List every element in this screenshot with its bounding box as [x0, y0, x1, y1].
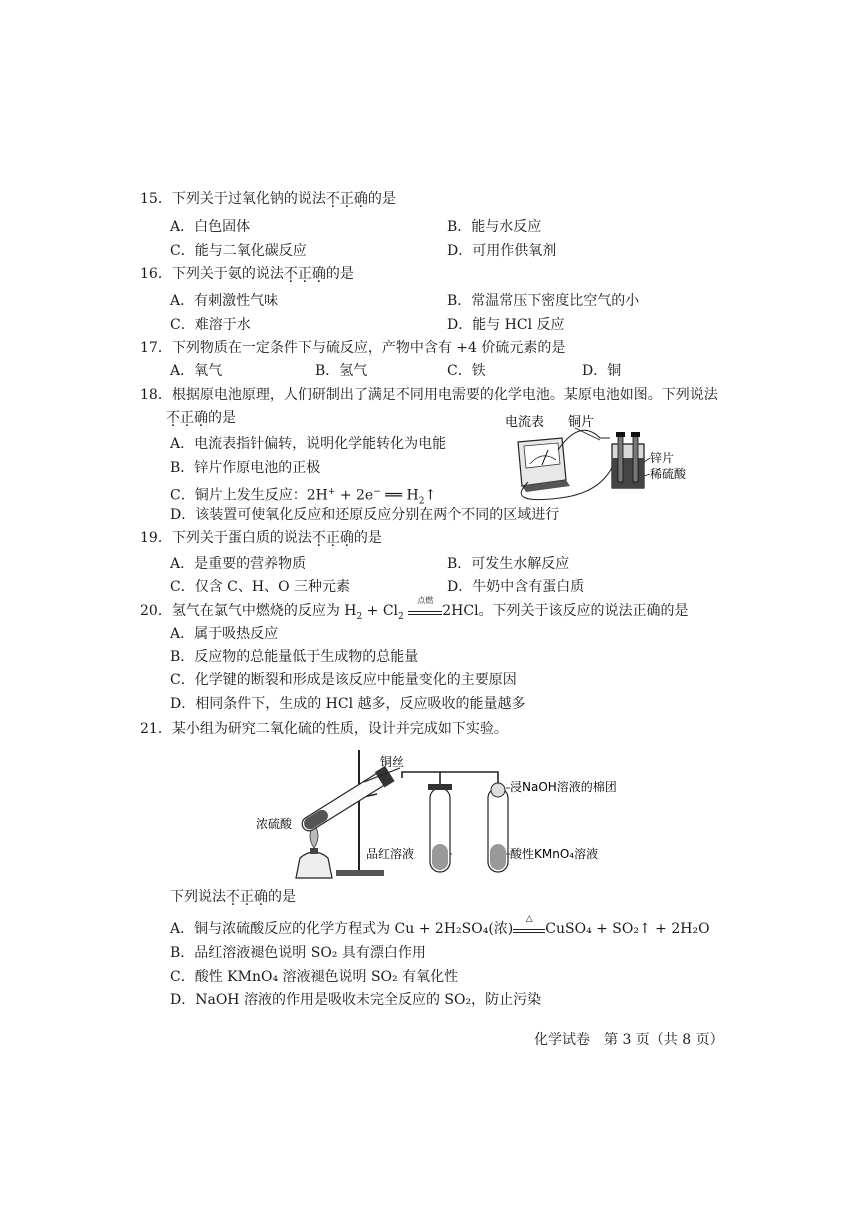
q21-option-b: B．品红溶液褪色说明 SO₂ 具有漂白作用 [170, 945, 426, 961]
emphasis-char: 确 [339, 530, 354, 546]
q21-a-condition [513, 914, 545, 933]
q18-c-sup1: + [327, 487, 336, 497]
galvanic-cell-figure [500, 410, 687, 500]
emphasis-char: 确 [254, 889, 268, 905]
q18-stem-line2 [166, 409, 236, 427]
q15-option-c: C．能与二氧化碳反应 [170, 243, 307, 259]
q20-option-d: D．相同条件下，生成的 HCl 越多，反应吸收的能量越多 [170, 696, 526, 712]
q19-option-d: D．牛奶中含有蛋白质 [447, 579, 585, 595]
q21-option-a [170, 914, 710, 938]
q18-option-b: B．锌片作原电池的正极 [170, 460, 321, 476]
fig-label-conc-acid: 浓硫酸 [256, 817, 293, 831]
question-15-stem [140, 190, 396, 208]
q18-stem-end: 的是 [208, 410, 236, 426]
q20-condition [408, 596, 442, 615]
emphasis-char: 不 [166, 410, 180, 426]
emphasis-char: 正 [240, 889, 254, 905]
beaker-icon [612, 432, 644, 488]
q21-emphasis [226, 889, 268, 905]
q21-sub-stem [170, 888, 296, 906]
q18-option-d: D．该装置可使氧化反应和还原反应分别在两个不同的区域进行 [170, 507, 560, 523]
question-16-stem [140, 265, 354, 283]
q21-a-text: A．铜与浓硫酸反应的化学方程式为 Cu + 2H₂SO₄(浓) [170, 921, 514, 937]
q16-stem-text: 16．下列关于氨的说法 [140, 266, 284, 282]
q20-sub1: 2 [356, 611, 363, 622]
q15-stem-text: 15．下列关于过氧化钠的说法 [140, 191, 326, 207]
alcohol-lamp-icon [296, 824, 332, 878]
fig-label-copper: 铜片 [568, 415, 595, 430]
q16-emphasis [284, 266, 326, 282]
q17-option-b: B．氢气 [315, 363, 368, 379]
q16-option-b: B．常温常压下密度比空气的小 [447, 293, 640, 309]
emphasis-char: 确 [194, 410, 208, 426]
q21-option-d: D．NaOH 溶液的作用是吸收未完全反应的 SO₂，防止污染 [170, 992, 542, 1008]
question-20-stem [140, 596, 689, 626]
q18-c-arrow: ↑ [424, 487, 437, 504]
q20-option-c: C．化学键的断裂和形成是该反应中能量变化的主要原因 [170, 672, 517, 688]
emphasis-char: 确 [311, 266, 326, 282]
q21-a-condition-text: △ [525, 914, 533, 924]
q20-option-a: A．属于吸热反应 [170, 626, 279, 642]
q15-stem-end: 的是 [367, 191, 396, 207]
q18-c-text: C．铜片上发生反应：2H [170, 487, 328, 504]
q20-stem-text: 20．氢气在氯气中燃烧的反应为 H [140, 603, 357, 619]
fig-label-ammeter: 电流表 [505, 415, 545, 430]
q18-c-sub: 2 [418, 496, 425, 507]
q15-option-a: A．白色固体 [170, 219, 251, 235]
q18-c-sup2: − [373, 487, 381, 497]
question-18-stem: 18．根据原电池原理，人们研制出了满足不同用电需要的化学电池。某原电池如图。下列说法 [140, 387, 718, 403]
emphasis-char: 正 [180, 410, 194, 426]
q19-stem-end: 的是 [353, 530, 382, 546]
fig-label-copper-wire: 铜丝 [380, 755, 405, 769]
q15-option-b: B．能与水反应 [447, 219, 542, 235]
q18-c-equals: ══ [385, 487, 403, 504]
q15-emphasis [326, 191, 368, 207]
q21-option-c: C．酸性 KMnO₄ 溶液褪色说明 SO₂ 有氧化性 [170, 969, 459, 985]
q21-sub-end: 的是 [268, 889, 296, 905]
pinhong-test-tube-icon [428, 784, 452, 872]
emphasis-char: 确 [353, 191, 368, 207]
fig-label-kmno4: 酸性KMnO₄溶液 [510, 847, 599, 861]
q20-sub2: 2 [398, 611, 404, 622]
question-19-stem [140, 529, 382, 547]
q15-option-d: D．可用作供氧剂 [447, 243, 557, 259]
q18-c-h: H [402, 487, 419, 504]
q20-condition-text: 点燃 [417, 596, 434, 605]
q20-option-b: B．反应物的总能量低于生成物的总能量 [170, 649, 419, 665]
q21-sub-text: 下列说法 [170, 889, 226, 905]
q19-stem-text: 19．下列关于蛋白质的说法 [140, 530, 312, 546]
so2-apparatus-figure [252, 746, 644, 882]
question-17-stem: 17．下列物质在一定条件下与硫反应，产物中含有 +4 价硫元素的是 [140, 340, 566, 356]
q16-option-c: C．难溶于水 [170, 317, 251, 333]
q19-option-b: B．可发生水解反应 [447, 556, 570, 572]
q16-option-d: D．能与 HCl 反应 [447, 317, 565, 333]
q19-option-c: C．仅含 C、H、O 三种元素 [170, 579, 351, 595]
fig-label-acid: 稀硫酸 [650, 467, 687, 481]
fig-label-cotton: 浸NaOH溶液的棉团 [510, 780, 617, 794]
q21-a-products: CuSO₄ + SO₂↑ + 2H₂O [545, 921, 710, 937]
q17-option-c: C．铁 [447, 363, 486, 379]
q20-plus: + Cl [362, 603, 399, 619]
q16-option-a: A．有刺激性气味 [170, 293, 279, 309]
q20-stem-end: 2HCl。下列关于该反应的说法正确的是 [442, 603, 689, 619]
fig-label-pinhong: 品红溶液 [366, 847, 415, 861]
q16-stem-end: 的是 [325, 266, 354, 282]
emphasis-char: 不 [283, 266, 298, 282]
emphasis-char: 正 [339, 191, 354, 207]
question-21-stem: 21．某小组为研究二氧化硫的性质，设计并完成如下实验。 [140, 721, 508, 737]
q19-option-a: A．是重要的营养物质 [170, 556, 307, 572]
fig-label-zinc: 锌片 [650, 451, 675, 465]
q17-option-a: A．氧气 [170, 363, 223, 379]
q18-emphasis [166, 410, 208, 426]
kmno4-test-tube-icon [488, 783, 508, 872]
q17-option-d: D．铜 [582, 363, 622, 379]
emphasis-char: 不 [311, 530, 326, 546]
q19-emphasis [312, 530, 354, 546]
emphasis-char: 正 [297, 266, 312, 282]
emphasis-char: 不 [325, 191, 340, 207]
page-footer: 化学试卷 第 3 页（共 8 页） [534, 1032, 724, 1048]
emphasis-char: 不 [226, 889, 240, 905]
q18-option-a: A．电流表指针偏转，说明化学能转化为电能 [170, 436, 447, 452]
q18-c-mid: + 2e [335, 487, 374, 504]
emphasis-char: 正 [325, 530, 340, 546]
